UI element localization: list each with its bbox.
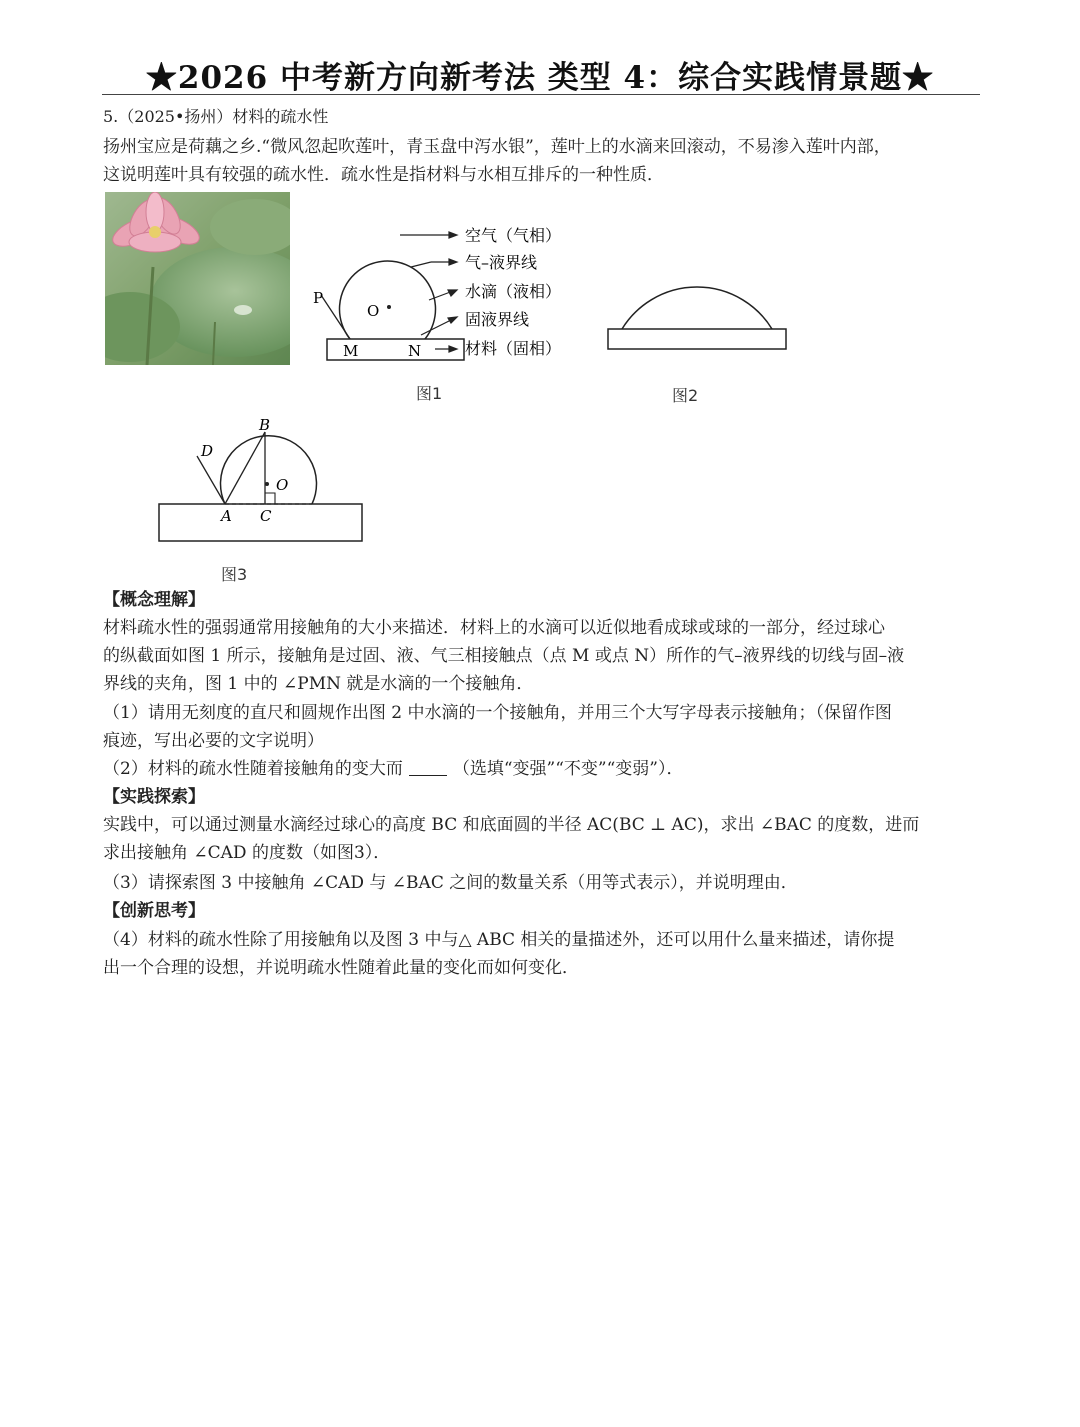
fig1-label-m: M xyxy=(343,342,359,360)
question-3: （3）请探索图 3 中接触角 ∠CAD 与 ∠BAC 之间的数量关系（用等式表示），并说明理由． xyxy=(103,873,798,893)
intro-line-1: 扬州宝应是荷藕之乡.“微风忽起吹莲叶，青玉盘中泻水银”，莲叶上的水滴来回滚动，不易渗入莲叶内部， xyxy=(103,137,891,157)
fig3-label-b: B xyxy=(259,416,271,434)
lotus-photo xyxy=(105,192,290,365)
concept-line-2: 的纵截面如图 1 所示，接触角是过固、液、气三相接触点（点 M 或点 N）所作的气–液界线的切线与固–液 xyxy=(103,646,905,666)
fig1-annotation-material: 材料（固相） xyxy=(465,339,562,358)
fig3-label-c: C xyxy=(260,507,272,525)
fig1-annotation-solid-liquid: 固液界线 xyxy=(465,310,530,329)
question-1-line-1: （1）请用无刻度的直尺和圆规作出图 2 中水滴的一个接触角，并用三个大写字母表示接触角；（保留作图 xyxy=(103,703,892,723)
section-practice-heading: 【实践探索】 xyxy=(103,787,205,807)
fig2-caption: 图2 xyxy=(672,386,699,405)
intro-line-2: 这说明莲叶具有较强的疏水性．疏水性是指材料与水相互排斥的一种性质． xyxy=(103,165,664,185)
answer-blank[interactable] xyxy=(409,775,447,776)
question-2 xyxy=(103,758,683,780)
fig3-label-o: O xyxy=(276,476,289,494)
figure-2 xyxy=(604,268,790,357)
fig1-label-n: N xyxy=(408,342,422,360)
section-concept-heading: 【概念理解】 xyxy=(103,590,205,610)
section-innovation-heading: 【创新思考】 xyxy=(103,901,205,921)
practice-line-2: 求出接触角 ∠CAD 的度数（如图3）． xyxy=(103,843,391,863)
figure-3 xyxy=(155,412,367,551)
practice-line-1: 实践中，可以通过测量水滴经过球心的高度 BC 和底面圆的半径 AC(BC ⊥ AC)，求出 ∠BAC 的度数，进而 xyxy=(103,815,920,835)
fig3-label-d: D xyxy=(201,442,214,460)
fig1-label-o: O xyxy=(367,302,380,320)
concept-line-3: 界线的夹角，图 1 中的 ∠PMN 就是水滴的一个接触角． xyxy=(103,674,534,694)
fig3-caption: 图3 xyxy=(221,565,248,584)
fig1-caption: 图1 xyxy=(416,384,443,403)
fig1-annotation-droplet: 水滴（液相） xyxy=(465,282,562,301)
fig1-annotation-air: 空气（气相） xyxy=(465,226,562,245)
question-2-suffix: （选填“变强”“不变”“变弱”）． xyxy=(452,759,684,779)
question-1-line-2: 痕迹，写出必要的文字说明） xyxy=(103,731,324,751)
fig1-annotation-gas-liquid: 气–液界线 xyxy=(465,253,538,272)
title-divider xyxy=(102,94,980,95)
problem-number: 5.（2025•扬州）材料的疏水性 xyxy=(103,107,329,126)
question-4-line-2: 出一个合理的设想，并说明疏水性随着此量的变化而如何变化． xyxy=(103,958,579,978)
fig1-label-p: P xyxy=(313,289,324,307)
question-2-prefix: （2）材料的疏水性随着接触角的变大而 xyxy=(103,759,403,779)
fig3-label-a: A xyxy=(221,507,232,525)
page-title: ★2026 中考新方向新考法 类型 4：综合实践情景题★ xyxy=(145,60,935,96)
question-4-line-1: （4）材料的疏水性除了用接触角以及图 3 中与△ ABC 相关的量描述外，还可以用什么量来描述，请你提 xyxy=(103,930,895,950)
figure-1 xyxy=(305,215,590,374)
concept-line-1: 材料疏水性的强弱通常用接触角的大小来描述．材料上的水滴可以近似地看成球或球的一部分，经过球心 xyxy=(103,618,885,638)
